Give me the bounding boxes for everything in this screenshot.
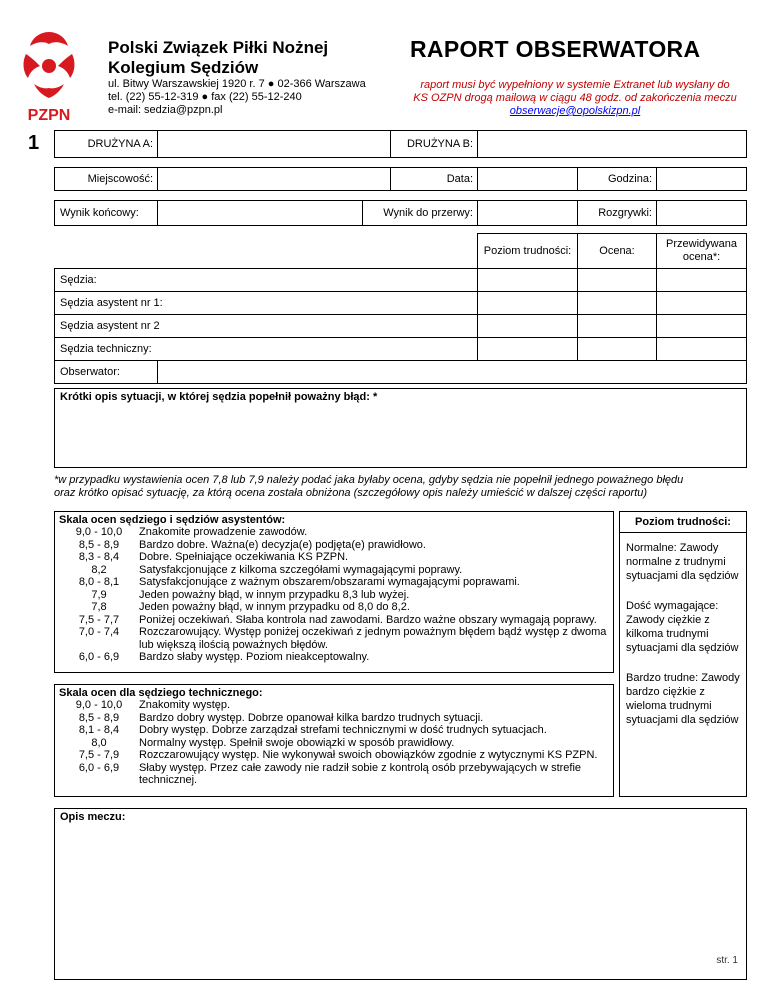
referee-scale-desc: Bardzo dobre. Ważna(e) decyzja(e) podjęta(e) prawidłowo.	[139, 538, 426, 551]
time-field[interactable]	[656, 167, 747, 191]
half-score-field[interactable]	[477, 200, 578, 226]
fourth-scale-box	[54, 684, 614, 797]
org-email: e-mail: sedzia@pzpn.pl	[108, 104, 223, 116]
report-title: RAPORT OBSERWATORA	[410, 36, 701, 62]
note-line1: raport musi być wypełniony w systemie Extranet lub wysłany do	[420, 79, 730, 91]
referee-scale-rows	[59, 526, 609, 664]
serious-error-box[interactable]	[54, 388, 747, 468]
ar2-label: Sędzia asystent nr 2	[54, 314, 478, 338]
referee-scale-desc: Poniżej oczekiwań. Słaba kontrola nad zawodami. Bardzo ważne obszary wymagają poprawy.	[139, 613, 597, 626]
referee-scale-desc: Rozczarowujący. Występ poniżej oczekiwań z jednym poważnym błędem bądź występ z dwoma lub większą ilością poważnych błędów.	[139, 626, 607, 651]
referee-scale-row	[59, 551, 609, 564]
fourth-official-label: Sędzia techniczny:	[54, 337, 478, 361]
match-description-box[interactable]	[54, 808, 747, 980]
ar2-grade[interactable]	[577, 314, 657, 338]
referee-scale-desc: Jeden poważny błąd, w innym przypadku od 8,0 do 8,2.	[139, 601, 410, 613]
fourth-scale-range: 9,0 - 10,0	[75, 699, 123, 711]
org-phone: tel. (22) 55-12-319 ● fax (22) 55-12-240	[108, 91, 302, 103]
referee-scale-desc: Znakomite prowadzenie zawodów.	[139, 526, 308, 538]
referee-scale-desc: Satysfakcjonujące z kilkoma szczegółami wymagającymi poprawy.	[139, 563, 463, 576]
referee-scale-title: Skala ocen sędziego i sędziów asystentów:	[59, 514, 286, 526]
org-name	[108, 38, 328, 78]
place-label: Miejscowość:	[54, 167, 158, 191]
team-a-label: DRUŻYNA A:	[54, 130, 158, 158]
referee-scale-range: 8,0 - 8,1	[78, 576, 120, 588]
fourth-scale-desc: Słaby występ. Przez całe zawody nie radził sobie z kontrolą osób przebywających w strefie technicznej.	[139, 761, 582, 786]
referee-scale-row	[59, 539, 609, 552]
fourth-scale-desc: Normalny występ. Spełnił swoje obowiązki w sposób prawidłowy.	[139, 736, 455, 749]
fourth-expected[interactable]	[656, 337, 747, 361]
referee-scale-row	[59, 601, 609, 614]
ar1-label: Sędzia asystent nr 1:	[54, 291, 478, 315]
ar2-difficulty[interactable]	[477, 314, 578, 338]
logo-text: PZPN	[27, 107, 71, 124]
fourth-scale-row	[59, 724, 609, 737]
org-name-line1: Polski Związek Piłki Nożnej	[108, 38, 329, 57]
footnote-line2: oraz krótko opisać sytuację, za którą ocena została obniżona (szczegółowy opis należy umieścić w dalszej części raportu)	[54, 487, 648, 499]
referee-scale-row	[59, 589, 609, 602]
referee-grade[interactable]	[577, 268, 657, 292]
difficulty-panel-title: Poziom trudności:	[619, 511, 747, 533]
difficulty-panel	[619, 532, 747, 797]
observer-label: Obserwator:	[54, 360, 158, 384]
note-email-link[interactable]: obserwacje@opolskizpn.pl	[509, 105, 641, 117]
serious-error-label: Krótki opis sytuacji, w której sędzia popełnił poważny błąd: *	[60, 391, 378, 403]
fourth-scale-row	[59, 712, 609, 725]
competition-label: Rozgrywki:	[577, 200, 657, 226]
referee-scale-range: 7,5 - 7,7	[78, 613, 120, 626]
ar1-difficulty[interactable]	[477, 291, 578, 315]
fourth-scale-desc: Rozczarowujący występ. Nie wykonywał swoich obowiązków zgodnie z wytycznymi KS PZPN.	[139, 749, 598, 761]
referee-scale-desc: Dobre. Spełniające oczekiwania KS PZPN.	[139, 551, 349, 563]
team-b-field[interactable]	[477, 130, 747, 158]
referee-scale-row	[59, 564, 609, 577]
fourth-scale-row	[59, 699, 609, 712]
fourth-scale-range: 8,1 - 8,4	[78, 724, 120, 736]
time-label: Godzina:	[577, 167, 657, 191]
difficulty-normal: Normalne: Zawody normalne z trudnymi sytuacjami dla sędziów	[626, 542, 739, 582]
final-score-field[interactable]	[157, 200, 363, 226]
referee-scale-range: 9,0 - 10,0	[75, 526, 123, 538]
referee-scale-desc: Satysfakcjonujące z ważnym obszarem/obszarami wymagającymi poprawami.	[139, 576, 520, 588]
referee-scale-row	[59, 576, 609, 589]
referee-scale-row	[59, 626, 609, 651]
referee-scale-desc: Jeden poważny błąd, w innym przypadku 8,3 lub wyżej.	[139, 588, 410, 601]
referee-scale-row	[59, 651, 609, 664]
place-field[interactable]	[157, 167, 391, 191]
match-description-label: Opis meczu:	[60, 811, 126, 823]
pzpn-logo	[18, 28, 80, 128]
observer-field[interactable]	[157, 360, 747, 384]
competition-field[interactable]	[656, 200, 747, 226]
note-line2: KS OZPN drogą mailową w ciągu 48 godz. od zakończenia meczu	[413, 92, 737, 104]
org-address: ul. Bitwy Warszawskiej 1920 r. 7 ● 02-366 Warszawa	[108, 78, 366, 90]
ar2-expected[interactable]	[656, 314, 747, 338]
referee-expected[interactable]	[656, 268, 747, 292]
ar1-grade[interactable]	[577, 291, 657, 315]
fourth-scale-desc: Bardzo dobry występ. Dobrze opanował kilka bardzo trudnych sytuacji.	[139, 711, 484, 724]
expected-grade-header: Przewidywana ocena*:	[656, 233, 747, 269]
fourth-grade[interactable]	[577, 337, 657, 361]
org-name-line2: Kolegium Sędziów	[108, 58, 259, 77]
fourth-scale-row	[59, 762, 609, 787]
referee-scale-row	[59, 614, 609, 627]
referee-scale-range: 8,3 - 8,4	[78, 551, 120, 563]
fourth-scale-desc: Dobry występ. Dobrze zarządzał strefami technicznymi w dość trudnych sytuacjach.	[139, 724, 547, 736]
footnote-line1: *w przypadku wystawienia ocen 7,8 lub 7,9 należy podać jaka byłaby ocena, gdyby sędzia nie popełnił jednego poważnego błędu	[54, 474, 684, 486]
fourth-scale-row	[59, 749, 609, 762]
grade-header: Ocena:	[577, 233, 657, 269]
final-score-label: Wynik końcowy:	[54, 200, 158, 226]
fourth-scale-range: 6,0 - 6,9	[78, 761, 120, 774]
referee-scale-range: 8,2	[91, 563, 107, 576]
fourth-scale-range: 8,5 - 8,9	[78, 711, 120, 724]
page-number: 1	[28, 132, 40, 154]
referee-label: Sędzia:	[54, 268, 478, 292]
referee-scale-row	[59, 526, 609, 539]
team-b-label: DRUŻYNA B:	[390, 130, 478, 158]
footnote	[54, 474, 754, 500]
referee-scale-range: 7,9	[91, 588, 107, 601]
fourth-scale-title: Skala ocen dla sędziego technicznego:	[59, 687, 263, 699]
fourth-scale-row	[59, 737, 609, 750]
fourth-scale-desc: Znakomity występ.	[139, 699, 231, 711]
referee-scale-box	[54, 511, 614, 673]
page-footer: str. 1	[716, 955, 738, 966]
referee-scale-range: 7,0 - 7,4	[78, 626, 120, 638]
half-score-label: Wynik do przerwy:	[362, 200, 478, 226]
date-label: Data:	[390, 167, 478, 191]
difficulty-hard: Bardzo trudne: Zawody bardzo ciężkie z wieloma trudnymi sytuacjami dla sędziów	[626, 672, 740, 726]
referee-scale-range: 7,8	[91, 601, 107, 613]
referee-scale-desc: Bardzo słaby występ. Poziom nieakceptowalny.	[139, 651, 370, 663]
difficulty-demanding: Dość wymagające: Zawody ciężkie z kilkoma trudnymi sytuacjami dla sędziów	[626, 600, 739, 654]
date-field[interactable]	[477, 167, 578, 191]
report-note	[395, 79, 755, 118]
difficulty-header: Poziom trudności:	[477, 233, 578, 269]
ar1-expected[interactable]	[656, 291, 747, 315]
fourth-difficulty[interactable]	[477, 337, 578, 361]
referee-difficulty[interactable]	[477, 268, 578, 292]
team-a-field[interactable]	[157, 130, 391, 158]
fourth-scale-range: 7,5 - 7,9	[78, 749, 120, 761]
referee-scale-range: 8,5 - 8,9	[78, 538, 120, 551]
fourth-scale-rows	[59, 699, 609, 787]
referee-scale-range: 6,0 - 6,9	[78, 651, 120, 663]
org-contact	[108, 78, 366, 117]
fourth-scale-range: 8,0	[91, 736, 107, 749]
